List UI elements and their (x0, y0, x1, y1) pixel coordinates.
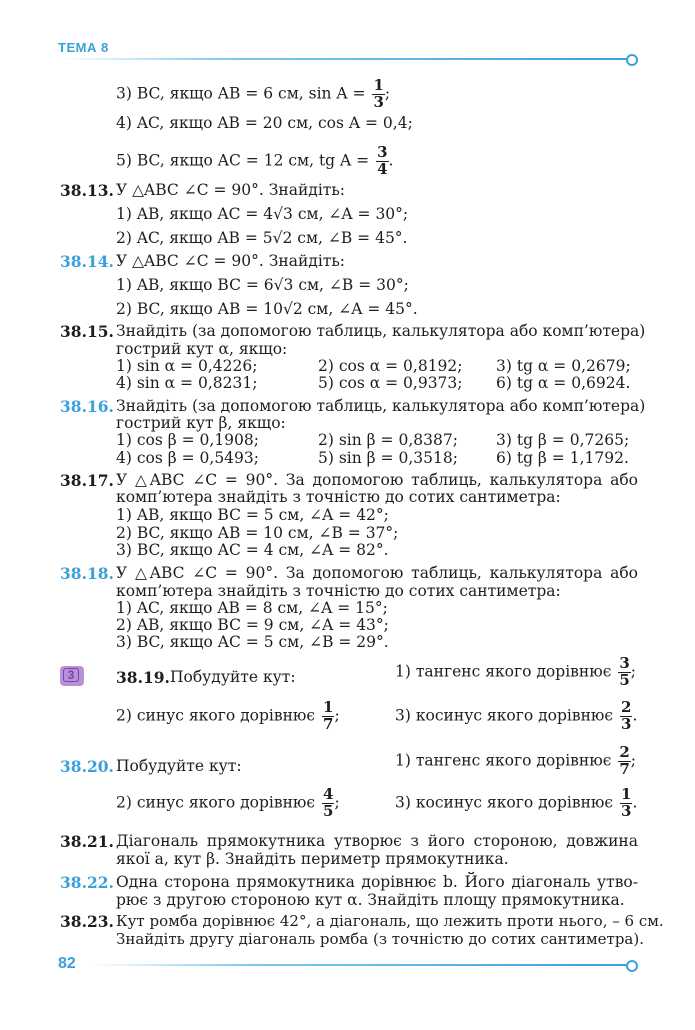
item-4: 4) AC, якщо AB = 20 см, cos A = 0,4; (116, 114, 413, 132)
option: 5) cos α = 0,9373; (318, 374, 463, 392)
option: 5) sin β = 0,3518; (318, 449, 458, 467)
subitem: 2) AB, якщо BC = 9 см, ∠A = 43°; (116, 616, 389, 634)
option: 6) tg α = 0,6924. (496, 374, 631, 392)
problem-number: 38.17. (60, 471, 114, 490)
problem-number: 38.15. (60, 322, 114, 341)
problem-number: 38.20. (60, 757, 114, 776)
problem-text: У △ABC ∠C = 90°. За допомогою таблиць, калькулятора або (116, 564, 638, 582)
problem-text: якої a, кут β. Знайдіть периметр прямокутника. (116, 850, 509, 868)
fraction: $\frac{2}{3}$ (621, 698, 632, 733)
subitem: 1) AB, якщо BC = 5 см, ∠A = 42°; (116, 506, 389, 524)
subitem-text: 2) синус якого дорівнює (116, 706, 316, 725)
footer-rule (90, 964, 626, 966)
problem-text: Побудуйте кут: (170, 668, 296, 686)
option: 2) cos α = 0,8192; (318, 357, 463, 375)
problem-number: 38.16. (60, 397, 114, 416)
level-number: 3 (63, 668, 79, 682)
problem-number: 38.21. (60, 832, 114, 851)
problem-number: 38.22. (60, 873, 114, 892)
subitem-text: 1) тангенс якого дорівнює (395, 662, 612, 681)
problem-text: Знайдіть (за допомогою таблиць, калькулятора або комп’ютера) (116, 397, 646, 415)
subitem: 2) AC, якщо AB = 5√2 см, ∠B = 45°. (116, 229, 408, 247)
subitem: 2) BC, якщо AB = 10 см, ∠B = 37°; (116, 524, 399, 542)
subitem: 1) тангенс якого дорівнює $\frac{2}{7}$ ; (395, 743, 636, 778)
option: 4) sin α = 0,8231; (116, 374, 258, 392)
subitem: 3) косинус якого дорівнює $\frac{2}{3}$ . (395, 698, 638, 733)
problem-text: Знайдіть (за допомогою таблиць, калькулятора або комп’ютера) (116, 322, 646, 340)
subitem-text: 1) тангенс якого дорівнює (395, 751, 612, 770)
subitem: 1) тангенс якого дорівнює $\frac{3}{5}$ ; (395, 654, 636, 689)
page-number: 82 (58, 955, 76, 972)
subitem: 3) BC, якщо AC = 5 см, ∠B = 29°. (116, 633, 389, 651)
fraction: $\frac{1}{3}$ (373, 76, 384, 111)
item-5-text: 5) BC, якщо AC = 12 см, tg A = (116, 151, 370, 170)
problem-text: Побудуйте кут: (116, 757, 242, 775)
option: 1) cos β = 0,1908; (116, 431, 259, 449)
subitem: 2) BC, якщо AB = 10√2 см, ∠A = 45°. (116, 300, 418, 318)
problem-text: гострий кут β, якщо: (116, 414, 286, 432)
problem-text: У △ABC ∠C = 90°. Знайдіть: (116, 181, 346, 199)
item-3: 3) BC, якщо AB = 6 см, sin A = $\frac{1}{3}$ ; (116, 76, 391, 111)
fraction: $\frac{3}{5}$ (619, 654, 630, 689)
fraction: $\frac{4}{5}$ (323, 785, 334, 820)
subitem: 1) AC, якщо AB = 8 см, ∠A = 15°; (116, 599, 388, 617)
option: 3) tg β = 0,7265; (496, 431, 630, 449)
section-header: ТЕМА 8 (58, 40, 109, 55)
fraction: $\frac{3}{4}$ (377, 143, 388, 178)
subitem: 2) синус якого дорівнює $\frac{4}{5}$ ; (116, 785, 340, 820)
problem-number: 38.13. (60, 181, 114, 200)
subitem-text: 2) синус якого дорівнює (116, 793, 316, 812)
problem-text: Одна сторона прямокутника дорівнює b. Його діагональ утво- (116, 873, 638, 891)
fraction: $\frac{2}{7}$ (619, 743, 630, 778)
problem-number: 38.14. (60, 252, 114, 271)
subitem: 2) синус якого дорівнює $\frac{1}{7}$ ; (116, 698, 340, 733)
subitem: 3) BC, якщо AC = 4 см, ∠A = 82°. (116, 541, 389, 559)
footer-rule-end-circle (626, 960, 638, 972)
fraction: $\frac{1}{3}$ (621, 785, 632, 820)
problem-text: Кут ромба дорівнює 42°, а діагональ, що лежить проти нього, – 6 см. (116, 912, 664, 930)
fraction: $\frac{1}{7}$ (323, 698, 334, 733)
subitem: 1) AB, якщо AC = 4√3 см, ∠A = 30°; (116, 205, 409, 223)
problem-text: Діагональ прямокутника утворює з його стороною, довжина (116, 832, 638, 850)
problem-text: У △ABC ∠C = 90°. Знайдіть: (116, 252, 346, 270)
problem-text: У △ABC ∠C = 90°. За допомогою таблиць, калькулятора або (116, 471, 638, 489)
option: 2) sin β = 0,8387; (318, 431, 458, 449)
problem-number: 38.18. (60, 564, 114, 583)
subitem: 1) AB, якщо BC = 6√3 см, ∠B = 30°; (116, 276, 409, 294)
difficulty-level-badge (60, 666, 84, 686)
option: 3) tg α = 0,2679; (496, 357, 631, 375)
problem-number: 38.23. (60, 912, 114, 931)
option: 4) cos β = 0,5493; (116, 449, 259, 467)
problem-text: Знайдіть другу діагональ ромба (з точністю до сотих сантиметра). (116, 930, 644, 948)
problem-text: рює з другою стороною кут α. Знайдіть площу прямокутника. (116, 891, 625, 909)
option: 6) tg β = 1,1792. (496, 449, 629, 467)
problem-text: комп’ютера знайдіть з точністю до сотих сантиметра: (116, 488, 561, 506)
item-3-text: 3) BC, якщо AB = 6 см, sin A = (116, 84, 366, 103)
subitem: 3) косинус якого дорівнює $\frac{1}{3}$ . (395, 785, 638, 820)
item-5: 5) BC, якщо AC = 12 см, tg A = $\frac{3}{4}$ . (116, 143, 394, 178)
problem-text: гострий кут α, якщо: (116, 340, 288, 358)
subitem-text: 3) косинус якого дорівнює (395, 793, 614, 812)
problem-text: комп’ютера знайдіть з точністю до сотих сантиметра: (116, 582, 561, 600)
option: 1) sin α = 0,4226; (116, 357, 258, 375)
header-rule-end-circle (626, 54, 638, 66)
header-rule (60, 58, 626, 60)
subitem-text: 3) косинус якого дорівнює (395, 706, 614, 725)
problem-number: 38.19. (116, 668, 170, 687)
